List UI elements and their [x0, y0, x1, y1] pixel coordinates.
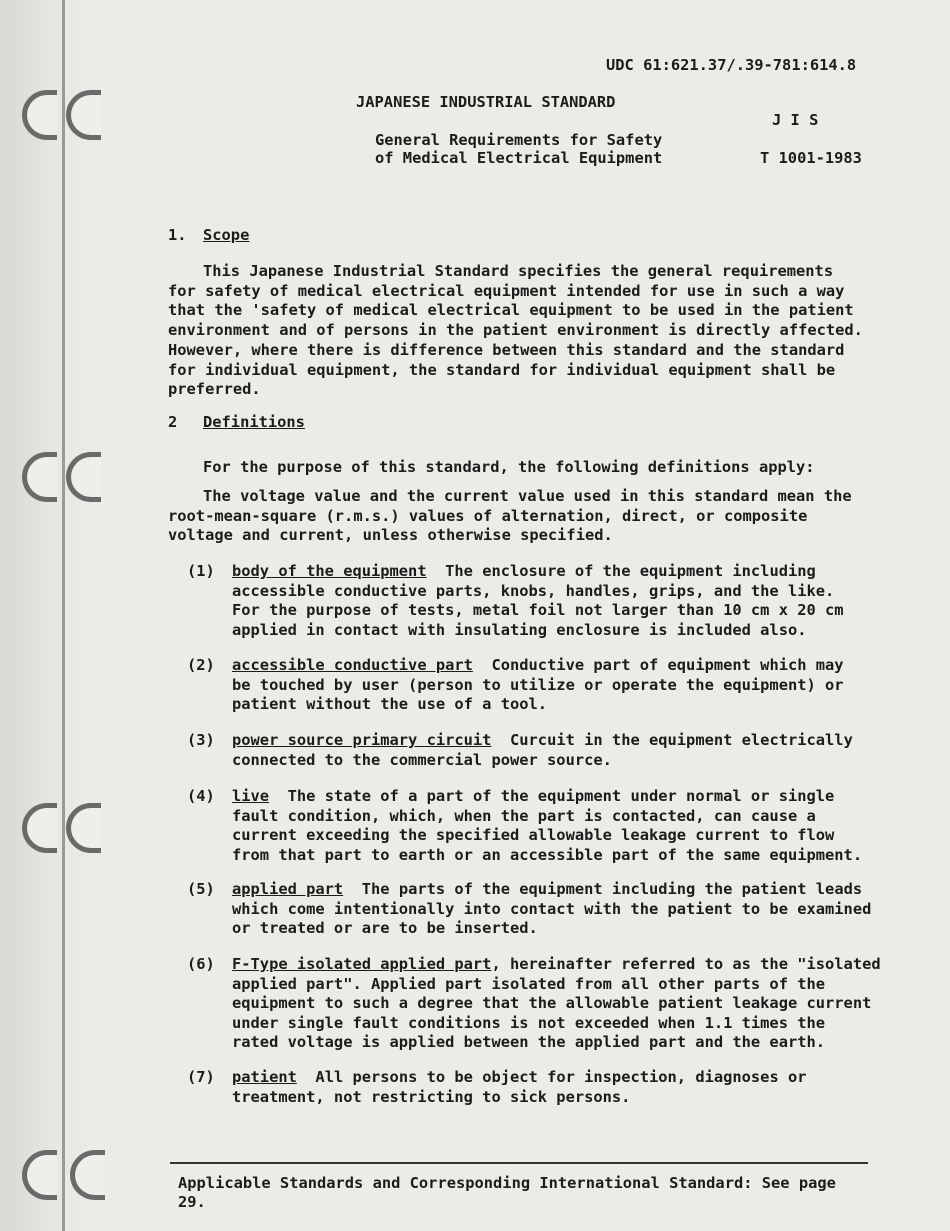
footnote-line-1: Applicable Standards and Corresponding International Standard: See page — [178, 1174, 836, 1192]
definition-text: fault condition, which, when the part is contacted, can cause a — [232, 806, 816, 825]
footnote-rule — [170, 1162, 868, 1164]
definition-text: which come intentionally into contact with the patient to be examined — [232, 899, 872, 918]
footnote-line-2: 29. — [178, 1193, 206, 1211]
definition-text: treatment, not restricting to sick persons. — [232, 1087, 631, 1106]
definition-text: The enclosure of the equipment including — [445, 562, 816, 580]
definition-item — [232, 1068, 807, 1107]
definition-text: equipment to such a degree that the allowable patient leakage current — [232, 994, 872, 1012]
definition-text: from that part to earth or an accessible part of the same equipment. — [232, 845, 863, 864]
definition-item — [232, 787, 862, 865]
definition-term: applied part — [232, 880, 344, 898]
definition-text: Conductive part of equipment which may — [491, 656, 844, 674]
section-2-title: Definitions — [203, 413, 305, 431]
section-2-number: 2 — [168, 413, 178, 431]
definition-text: patient without the use of a tool. — [232, 695, 548, 713]
definition-text: accessible conductive parts, knobs, handles, grips, and the like. — [232, 581, 835, 600]
definition-text: be touched by user (person to utilize or operate the equipment) or — [232, 675, 844, 694]
definition-item — [232, 731, 853, 770]
definition-item — [232, 955, 881, 1053]
definition-text: For the purpose of tests, metal foil not larger than 10 cm x 20 cm — [232, 601, 844, 619]
voltage-note — [168, 487, 852, 546]
scope-line: preferred. — [168, 380, 261, 399]
definition-text: Curcuit in the equipment electrically — [510, 731, 853, 749]
scope-line: environment and of persons in the patient environment is directly affected. — [168, 321, 863, 340]
section-1-title: Scope — [203, 226, 250, 244]
item-number: (2) — [187, 656, 215, 674]
udc-code: UDC 61:621.37/.39-781:614.8 — [606, 56, 857, 74]
voltage-line: The voltage value and the current value used in this standard mean the — [203, 487, 852, 505]
definition-text: connected to the commercial power source. — [232, 750, 612, 769]
definition-term: F-Type isolated applied part — [232, 955, 492, 973]
title-line-2: of Medical Electrical Equipment — [375, 149, 663, 167]
item-number: (7) — [187, 1068, 215, 1086]
item-number: (1) — [187, 562, 215, 580]
definition-text: current exceeding the specified allowable leakage current to flow — [232, 826, 835, 844]
item-number: (3) — [187, 731, 215, 749]
voltage-line: voltage and current, unless otherwise specified. — [168, 526, 613, 545]
binding-line — [62, 0, 65, 1231]
definition-term: accessible conductive part — [232, 656, 473, 674]
scope-line: for individual equipment, the standard for individual equipment shall be — [168, 360, 836, 379]
definition-text: , hereinafter referred to as the "isolated — [491, 955, 881, 973]
binding-edge — [0, 0, 95, 1231]
org-name: JAPANESE INDUSTRIAL STANDARD — [356, 93, 616, 111]
scope-line: that the 'safety of medical electrical equipment to be used in the patient — [168, 301, 854, 320]
standard-number: T 1001-1983 — [760, 149, 862, 167]
scope-line: This Japanese Industrial Standard specifies the general requirements — [203, 262, 834, 280]
definition-text: The parts of the equipment including the patient leads — [361, 880, 863, 898]
voltage-line: root-mean-square (r.m.s.) values of alternation, direct, or composite — [168, 506, 808, 525]
section-1-number: 1. — [168, 226, 187, 244]
definition-term: body of the equipment — [232, 562, 427, 580]
scope-line: for safety of medical electrical equipment intended for use in such a way — [168, 281, 845, 300]
definition-term: patient — [232, 1068, 297, 1086]
definition-text: rated voltage is applied between the applied part and the earth. — [232, 1033, 826, 1051]
item-number: (4) — [187, 787, 215, 805]
scope-line: However, where there is difference between this standard and the standard — [168, 340, 845, 359]
definition-text: applied part". Applied part isolated from all other parts of the — [232, 974, 826, 993]
definition-text: All persons to be object for inspection, diagnoses or — [315, 1068, 807, 1086]
item-number: (6) — [187, 955, 215, 973]
section-1-body — [168, 262, 863, 400]
definition-item — [232, 656, 844, 715]
item-number: (5) — [187, 880, 215, 898]
definition-item — [232, 562, 844, 640]
definition-item — [232, 880, 871, 939]
definition-text: The state of a part of the equipment under normal or single — [287, 787, 835, 805]
definition-term: live — [232, 787, 270, 805]
definition-text: or treated or are to be inserted. — [232, 919, 538, 937]
definition-text: under single fault conditions is not exceeded when 1.1 times the — [232, 1013, 826, 1032]
definition-term: power source primary circuit — [232, 731, 492, 749]
definitions-intro: For the purpose of this standard, the following definitions apply: — [203, 458, 815, 476]
jis-mark: J I S — [772, 111, 819, 129]
definition-text: applied in contact with insulating enclosure is included also. — [232, 620, 807, 639]
title-line-1: General Requirements for Safety — [375, 131, 663, 149]
